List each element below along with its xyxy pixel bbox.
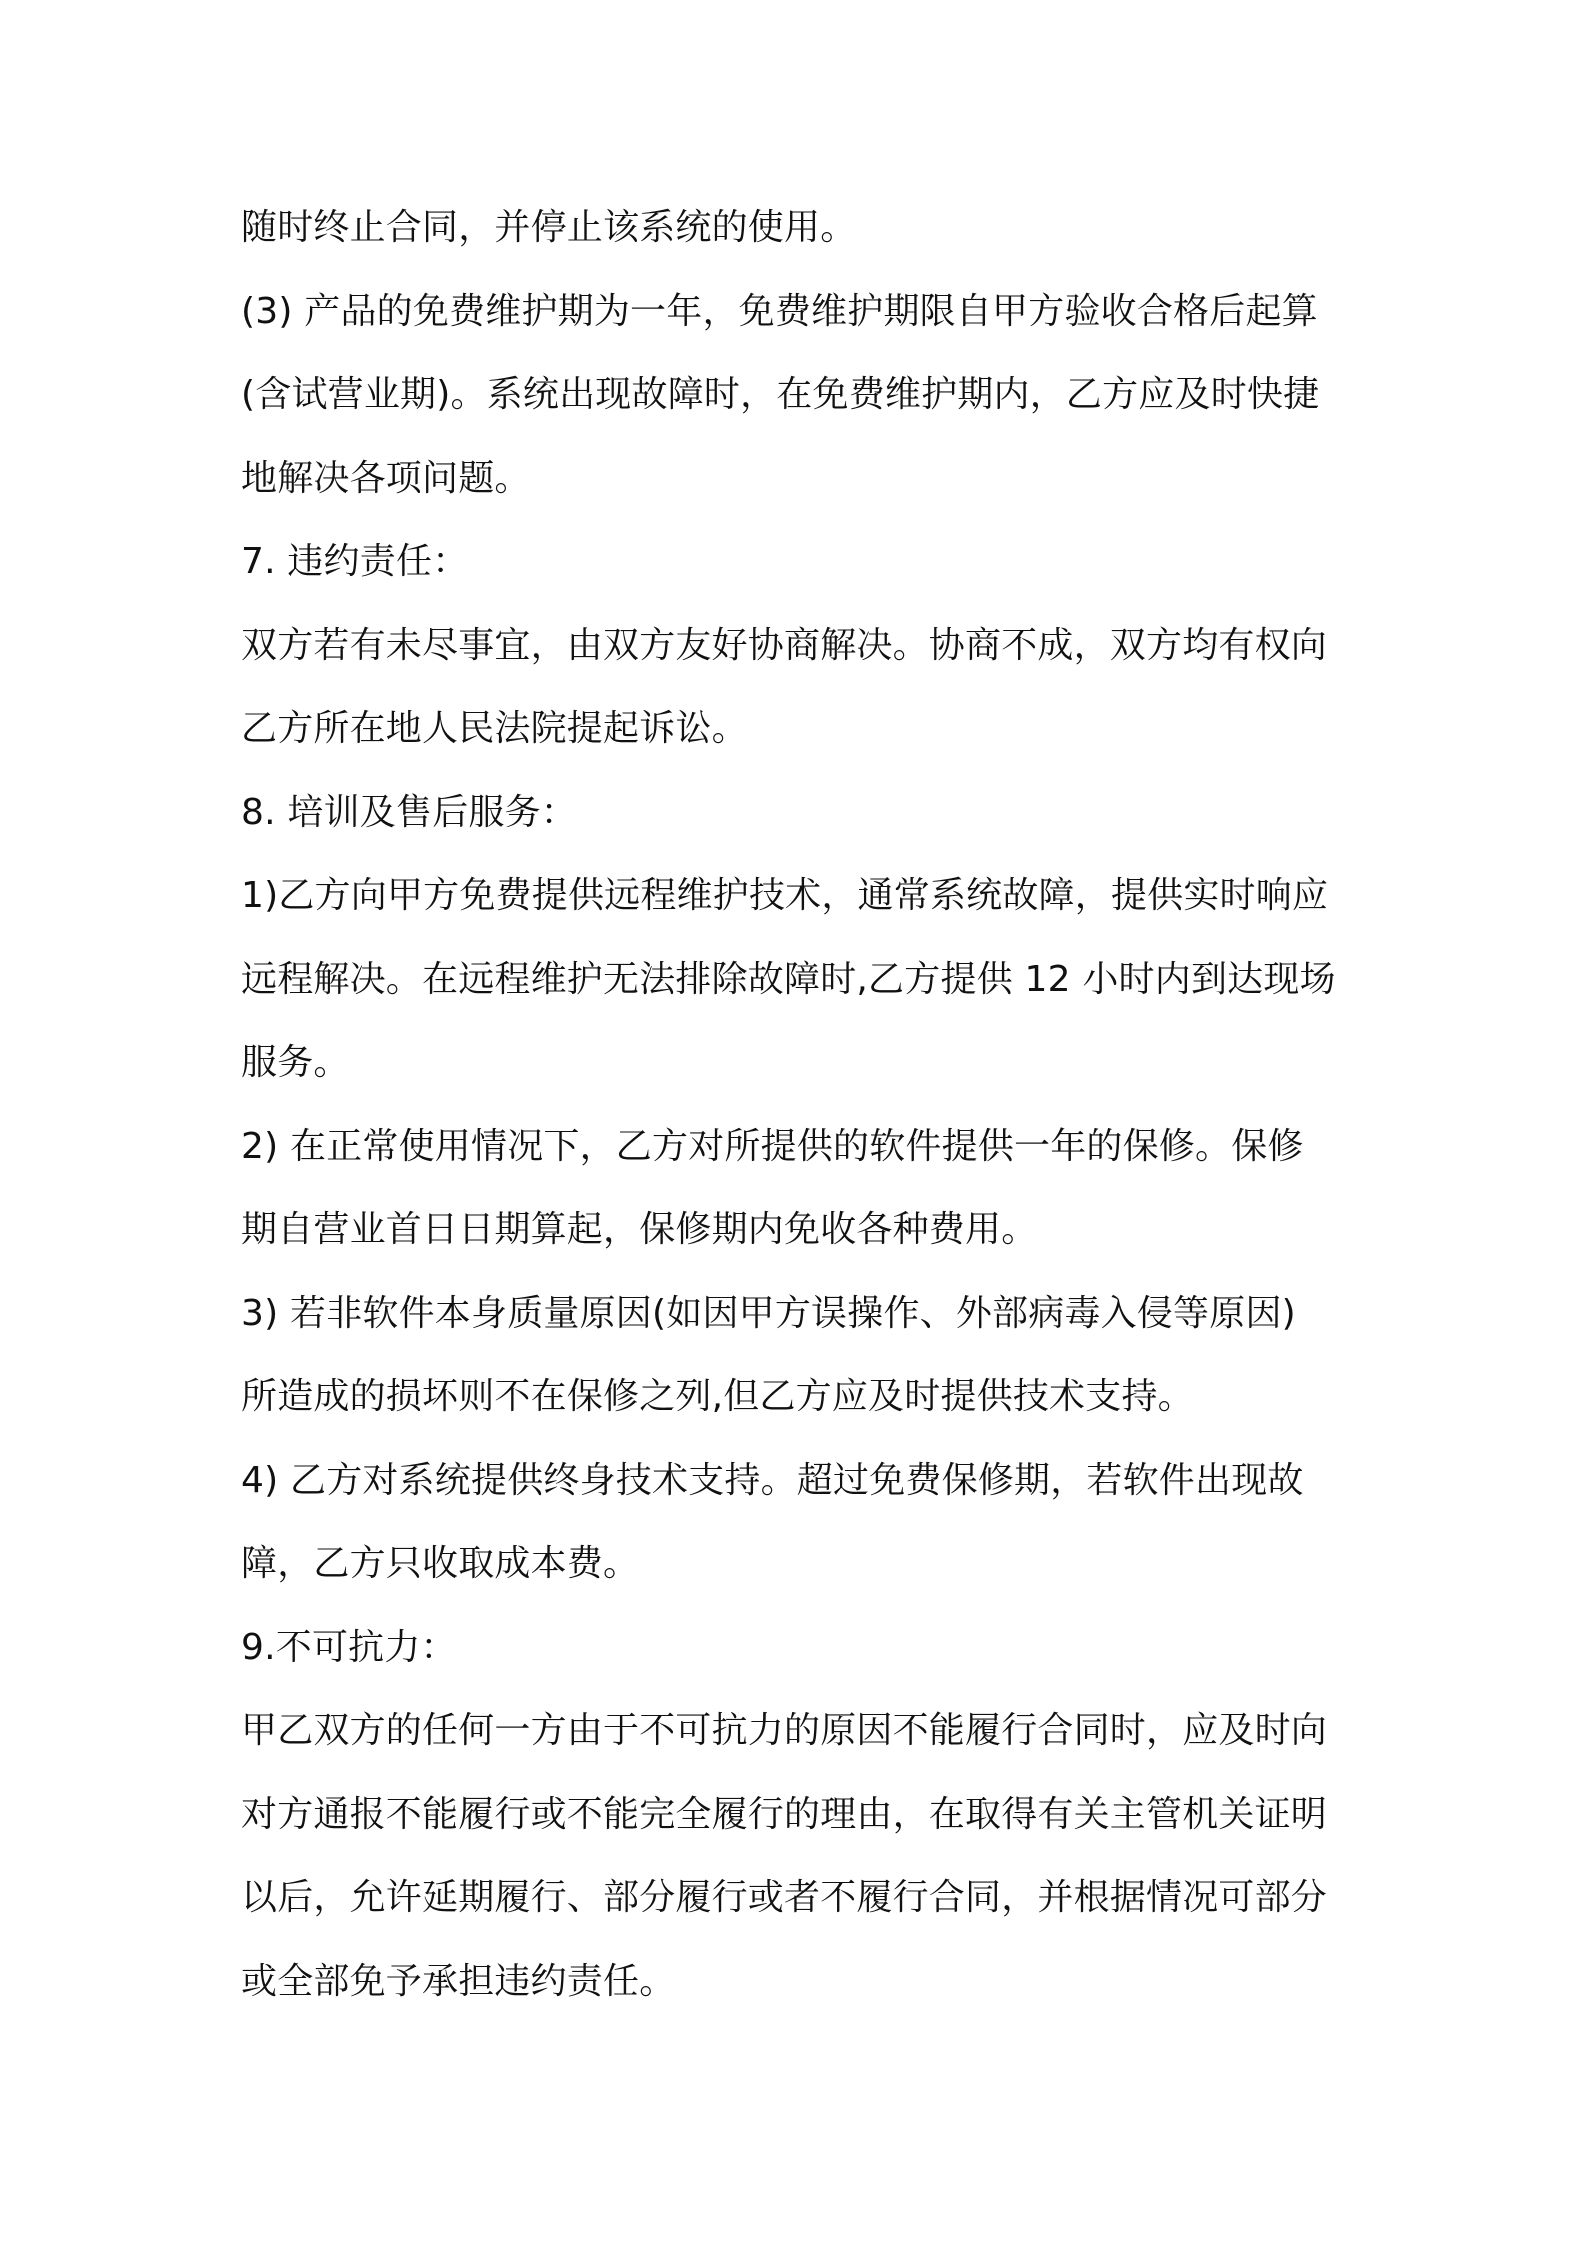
text-line: 地解决各项问题。: [241, 457, 531, 499]
text-line: 远程解决。在远程维护无法排除故障时,乙方提供 12 小时内到达现场: [241, 958, 1336, 1000]
document-body: [241, 198, 1361, 2035]
text-line: 服务。: [241, 1042, 350, 1083]
text-line: 障，乙方只收取成本费。: [241, 1543, 640, 1584]
text-line: 随时终止合同，并停止该系统的使用。: [241, 207, 857, 248]
text-line: 甲乙双方的任何一方由于不可抗力的原因不能履行合同时，应及时向: [241, 1710, 1328, 1751]
text-line: (含试营业期)。系统出现故障时，在免费维护期内，乙方应及时快捷: [241, 374, 1320, 415]
text-line: (3) 产品的免费维护期为一年，免费维护期限自甲方验收合格后起算: [241, 290, 1318, 332]
text-line: 以后，允许延期履行、部分履行或者不履行合同，并根据情况可部分: [241, 1877, 1328, 1918]
text-line: 4) 乙方对系统提供终身技术支持。超过免费保修期，若软件出现故: [241, 1459, 1304, 1501]
text-line: 2) 在正常使用情况下，乙方对所提供的软件提供一年的保修。保修: [241, 1125, 1304, 1167]
text-line: 双方若有未尽事宜，由双方友好协商解决。协商不成，双方均有权向: [241, 624, 1328, 666]
text-line: 1)乙方向甲方免费提供远程维护技术，通常系统故障，提供实时响应: [241, 875, 1329, 916]
section-heading: 9.不可抗力：: [241, 1626, 457, 1668]
text-line: 3) 若非软件本身质量原因(如因甲方误操作、外部病毒入侵等原因): [241, 1292, 1296, 1334]
text-line: 或全部免予承担违约责任。: [241, 1960, 676, 2002]
text-line: 乙方所在地人民法院提起诉讼。: [241, 708, 748, 749]
text-line: 对方通报不能履行或不能完全履行的理由，在取得有关主管机关证明: [241, 1793, 1328, 1835]
text-line: 期自营业首日日期算起，保修期内免收各种费用。: [241, 1209, 1038, 1250]
text-line: 所造成的损坏则不在保修之列,但乙方应及时提供技术支持。: [241, 1376, 1194, 1417]
section-heading: 8. 培训及售后服务：: [241, 791, 577, 833]
section-heading: 7. 违约责任：: [241, 541, 469, 582]
